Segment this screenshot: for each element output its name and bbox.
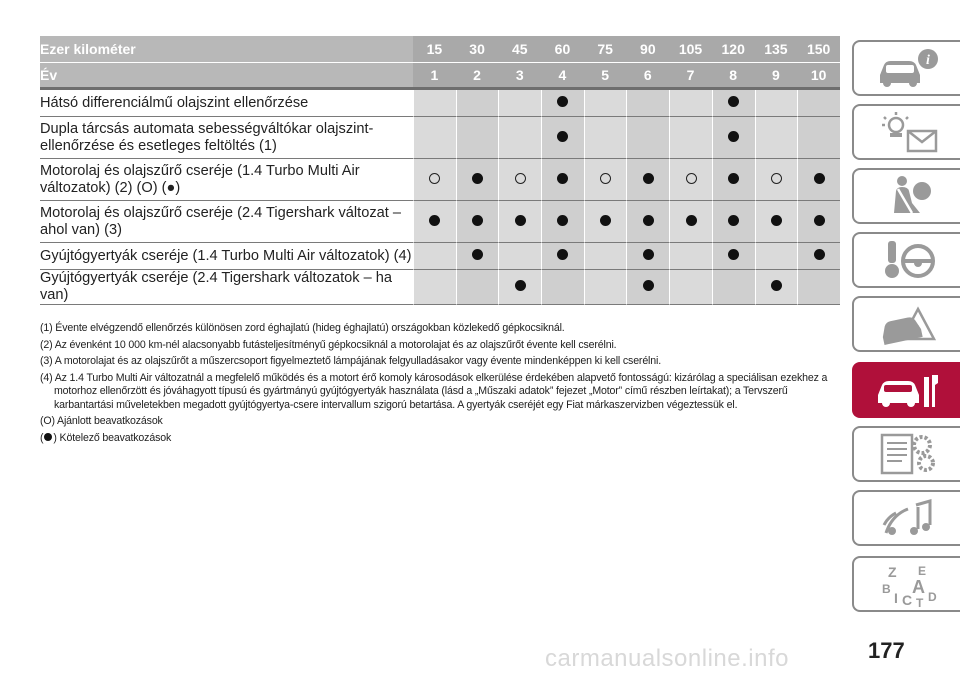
maintenance-schedule-table — [40, 36, 840, 305]
svg-text:!: ! — [915, 322, 921, 338]
schedule-cell — [626, 201, 669, 243]
car-info-icon — [872, 45, 942, 91]
nav-tab-maintenance[interactable] — [852, 362, 960, 418]
recommended-circle-icon — [515, 173, 526, 184]
schedule-cell — [626, 117, 669, 159]
schedule-cell — [755, 270, 798, 305]
header-row-km — [40, 36, 840, 63]
table-row — [40, 90, 840, 117]
header-year-cell: 9 — [755, 63, 798, 90]
schedule-cell — [669, 243, 712, 270]
schedule-cell — [712, 201, 755, 243]
legend-mandatory — [40, 432, 840, 446]
header-year-cell: 7 — [669, 63, 712, 90]
svg-text:A: A — [912, 577, 925, 597]
schedule-body — [40, 90, 840, 305]
schedule-cell — [413, 270, 456, 305]
schedule-cell — [755, 243, 798, 270]
header-row-year — [40, 63, 840, 90]
schedule-cell — [797, 159, 840, 201]
svg-text:C: C — [902, 592, 913, 607]
schedule-cell — [456, 201, 499, 243]
schedule-cell — [413, 159, 456, 201]
schedule-cell — [712, 90, 755, 117]
svg-text:i: i — [926, 53, 930, 68]
schedule-cell — [456, 90, 499, 117]
schedule-cell — [498, 117, 541, 159]
mandatory-dot-icon — [557, 215, 568, 226]
nav-tab-multimedia[interactable] — [852, 490, 960, 546]
schedule-cell — [712, 117, 755, 159]
schedule-cell — [498, 159, 541, 201]
watermark: carmanualsonline.info — [545, 645, 789, 672]
seatbelt-airbag-icon — [872, 173, 942, 219]
emergency-car-icon — [872, 301, 942, 347]
mandatory-dot-icon — [771, 215, 782, 226]
schedule-cell — [413, 201, 456, 243]
table-row — [40, 243, 840, 270]
schedule-cell — [797, 243, 840, 270]
legend-recommended: (O) Ajánlott beavatkozások — [40, 415, 163, 427]
header-km-cell: 90 — [626, 36, 669, 63]
header-year-cell: 4 — [541, 63, 584, 90]
footnote: (1) Évente elvégzendő ellenőrzés különösen zord éghajlatú (hideg éghajlatú) országokban közlekedő gépkocsiknál. — [40, 322, 565, 334]
schedule-cell — [669, 90, 712, 117]
schedule-cell — [541, 117, 584, 159]
mandatory-dot-icon — [472, 249, 483, 260]
mandatory-dot-icon — [557, 173, 568, 184]
svg-text:E: E — [918, 564, 927, 578]
schedule-cell — [413, 117, 456, 159]
table-row — [40, 270, 840, 305]
schedule-cell — [755, 201, 798, 243]
header-km-cell: 150 — [797, 36, 840, 63]
table-row — [40, 201, 840, 243]
schedule-cell — [626, 90, 669, 117]
nav-tab-safety[interactable] — [852, 168, 960, 224]
svg-text:T: T — [916, 596, 924, 607]
mandatory-dot-icon — [429, 215, 440, 226]
index-letters-icon — [872, 561, 942, 607]
mandatory-dot-icon — [728, 131, 739, 142]
schedule-cell — [498, 90, 541, 117]
svg-text:I: I — [894, 590, 898, 606]
mandatory-dot-icon — [600, 215, 611, 226]
nav-tab-dashboard-lights[interactable] — [852, 104, 960, 160]
footnote: (4) Az 1.4 Turbo Multi Air változatnál a megfelelő működés és a motort érő komoly károsodások elkerülése érdekében alapvető fontosságú: kizárólag a speciálisan ezekhez a motorhoz ellenőrzött és jóváhagyott típusú és gyártmányú gyújtógyertyák használata (lásd a „Műszaki adatok” fejezet „Motor” című részben leírtakat); a Tervszerű karbantartási műveletekben megadott gyújtógyertya-csere intervallum szigorú betartása. A gyertyák cseréjét egy Fiat márkaszervizben végeztessük el. — [40, 371, 828, 411]
nav-tab-start-driving[interactable] — [852, 232, 960, 288]
schedule-cell — [456, 270, 499, 305]
mandatory-dot-icon — [643, 280, 654, 291]
schedule-cell — [626, 270, 669, 305]
schedule-cell — [456, 117, 499, 159]
table-row — [40, 117, 840, 159]
mandatory-dot-icon — [728, 173, 739, 184]
mandatory-dot-icon — [728, 96, 739, 107]
schedule-cell — [456, 159, 499, 201]
mandatory-dot-icon — [686, 215, 697, 226]
schedule-cell — [584, 90, 627, 117]
schedule-cell — [755, 117, 798, 159]
svg-text:B: B — [882, 582, 891, 596]
header-year-label: Év — [40, 63, 413, 90]
row-label: Motorolaj és olajszűrő cseréje (1.4 Turbo Multi Air változatok) (2) (O) (●) — [40, 159, 413, 201]
recommended-circle-icon — [771, 173, 782, 184]
multimedia-icon — [872, 495, 942, 541]
filled-dot-icon — [44, 433, 52, 441]
header-km-cell: 45 — [498, 36, 541, 63]
row-label: Gyújtógyertyák cseréje (2.4 Tigershark változatok – ha van) — [40, 270, 413, 305]
dashboard-lights-icon — [872, 109, 942, 155]
table-row — [40, 159, 840, 201]
recommended-circle-icon — [600, 173, 611, 184]
mandatory-dot-icon — [557, 96, 568, 107]
schedule-cell — [584, 117, 627, 159]
schedule-cell — [584, 201, 627, 243]
header-year-cell: 8 — [712, 63, 755, 90]
mandatory-dot-icon — [728, 215, 739, 226]
schedule-cell — [413, 243, 456, 270]
schedule-cell — [669, 159, 712, 201]
header-year-cell: 3 — [498, 63, 541, 90]
header-year-cell: 2 — [456, 63, 499, 90]
header-km-cell: 120 — [712, 36, 755, 63]
header-year-cell: 10 — [797, 63, 840, 90]
mandatory-dot-icon — [643, 215, 654, 226]
row-label: Gyújtógyertyák cseréje (1.4 Turbo Multi Air változatok) (4) — [40, 243, 413, 270]
footnote: (3) A motorolajat és az olajszűrőt a műszercsoport figyelmeztető lámpájának felgyulladásakor vagy évente mindenképpen ki kell cserélni. — [40, 355, 661, 367]
schedule-cell — [797, 117, 840, 159]
schedule-cell — [541, 201, 584, 243]
header-year-cell: 5 — [584, 63, 627, 90]
schedule-cell — [797, 201, 840, 243]
mandatory-dot-icon — [472, 173, 483, 184]
page-number: 177 — [868, 638, 905, 663]
row-label: Dupla tárcsás automata sebességváltókar olajszint-ellenőrzése és esetleges feltöltés (1) — [40, 117, 413, 159]
nav-tab-emergency[interactable] — [852, 296, 960, 352]
schedule-cell — [413, 90, 456, 117]
schedule-cell — [626, 159, 669, 201]
specifications-gears-icon — [872, 431, 942, 477]
mandatory-dot-icon — [472, 215, 483, 226]
header-year-cell: 1 — [413, 63, 456, 90]
header-km-cell: 15 — [413, 36, 456, 63]
svg-text:Z: Z — [888, 564, 897, 580]
header-km-cell: 135 — [755, 36, 798, 63]
mandatory-dot-icon — [814, 215, 825, 226]
mandatory-dot-icon — [814, 249, 825, 260]
key-steering-icon — [872, 237, 942, 283]
schedule-cell — [541, 270, 584, 305]
schedule-cell — [755, 159, 798, 201]
footnote: (2) Az évenként 10 000 km-nél alacsonyabb futásteljesítményű gépkocsiknál a motorolajat és az olajszűrőt évente kell cserélni. — [40, 338, 617, 351]
svg-text:D: D — [928, 590, 937, 604]
mandatory-dot-icon — [728, 249, 739, 260]
schedule-cell — [456, 243, 499, 270]
recommended-circle-icon — [686, 173, 697, 184]
row-label: Hátsó differenciálmű olajszint ellenőrzése — [40, 90, 413, 117]
mandatory-dot-icon — [557, 131, 568, 142]
mandatory-dot-icon — [643, 173, 654, 184]
legend-mandatory-suffix: ) Kötelező beavatkozások — [53, 431, 172, 444]
schedule-cell — [498, 201, 541, 243]
schedule-cell — [669, 117, 712, 159]
schedule-cell — [584, 270, 627, 305]
mandatory-dot-icon — [643, 249, 654, 260]
mandatory-dot-icon — [515, 215, 526, 226]
schedule-cell — [712, 159, 755, 201]
recommended-circle-icon — [429, 173, 440, 184]
schedule-cell — [626, 243, 669, 270]
schedule-cell — [755, 90, 798, 117]
mandatory-dot-icon — [771, 280, 782, 291]
car-wrench-icon — [872, 367, 942, 413]
row-label: Motorolaj és olajszűrő cseréje (2.4 Tigershark változat – ahol van) (3) — [40, 201, 413, 243]
schedule-cell — [584, 243, 627, 270]
mandatory-dot-icon — [557, 249, 568, 260]
header-km-cell: 75 — [584, 36, 627, 63]
header-km-cell: 105 — [669, 36, 712, 63]
schedule-cell — [498, 270, 541, 305]
schedule-cell — [712, 270, 755, 305]
schedule-cell — [669, 270, 712, 305]
mandatory-dot-icon — [515, 280, 526, 291]
schedule-cell — [669, 201, 712, 243]
schedule-cell — [584, 159, 627, 201]
schedule-cell — [797, 90, 840, 117]
schedule-cell — [541, 159, 584, 201]
nav-tab-index[interactable] — [852, 556, 960, 612]
schedule-cell — [541, 90, 584, 117]
legend-mandatory-prefix: ( — [40, 431, 44, 444]
header-km-cell: 30 — [456, 36, 499, 63]
schedule-cell — [712, 243, 755, 270]
mandatory-dot-icon — [814, 173, 825, 184]
nav-tab-car-info[interactable] — [852, 40, 960, 96]
schedule-cell — [797, 270, 840, 305]
nav-tab-specifications[interactable] — [852, 426, 960, 482]
header-year-cell: 6 — [626, 63, 669, 90]
header-km-label: Ezer kilométer — [40, 36, 413, 63]
schedule-cell — [498, 243, 541, 270]
footnotes — [40, 322, 840, 448]
header-km-cell: 60 — [541, 36, 584, 63]
schedule-cell — [541, 243, 584, 270]
